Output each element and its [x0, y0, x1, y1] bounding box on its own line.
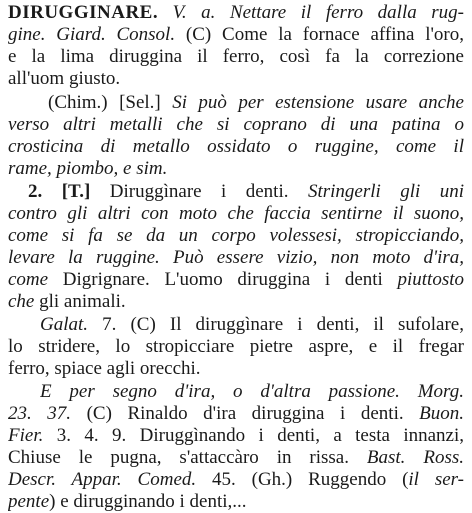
definition-text: contro gli altri con moto che faccia sentirne il suono,: [8, 203, 464, 224]
citation-source: 23. 37.: [8, 403, 72, 424]
citation-source: Galat.: [40, 314, 89, 335]
citation-text: 7. (C) Il diruggìnare i denti, il sufolare,: [88, 314, 464, 335]
entry-line-10: [8, 203, 464, 225]
definition-text: come: [8, 269, 63, 290]
citation-text: lo stridere, lo stropicciare pietre aspre, e il fregar: [8, 336, 464, 357]
definition-text: verso altri metalli che si coprano di una patina o: [8, 114, 464, 135]
entry-line-8: [8, 158, 464, 180]
citation-text: (C) Rinaldo d'ira diruggina i denti.: [71, 403, 420, 424]
entry-line-11: [8, 225, 464, 247]
entry-line-14: [8, 291, 464, 313]
entry-line-21: [8, 447, 464, 469]
citation-text: e la lima diruggina il ferro, così fa la correzione: [8, 46, 464, 67]
entry-line-4: [8, 68, 464, 90]
citation-text: ferro, spiace agli orecchi.: [8, 358, 201, 379]
entry-line-1: [8, 2, 464, 24]
entry-line-12: [8, 247, 464, 269]
citation-text: 45. (Gh.) Ruggendo (: [196, 469, 409, 490]
definition-text: pente: [8, 491, 50, 512]
phrase-text: Diruggìnare i denti.: [90, 181, 308, 202]
domain-label: (Chim.) [Sel.]: [48, 92, 173, 113]
entry-line-3: [8, 46, 464, 68]
definition-text: levare la ruggine. Può essere vizio, non moto d'ira,: [8, 247, 464, 268]
definition-text: Stringerli gli uni: [307, 181, 464, 202]
definition-text: rame, piombo, e sim.: [8, 158, 168, 179]
citation-text: (C) Come la fornace affina l'oro,: [175, 24, 464, 45]
entry-line-2: [8, 24, 464, 46]
headword: DIRUGGINARE.: [8, 2, 159, 23]
definition-text: , come il: [373, 136, 464, 157]
definition-text: che: [8, 291, 35, 312]
definition-text: V. a. Nettare il ferro dalla rug-: [172, 2, 464, 23]
citation-source: gine. Giard. Consol.: [8, 24, 176, 45]
entry-line-6: [8, 114, 464, 136]
entry-line-20: [8, 425, 464, 447]
definition-text: piuttosto: [397, 269, 464, 290]
definition-text: Si può per estensione usare anche: [172, 92, 464, 113]
phrase-text: Digrignare. L'uomo diruggina i denti: [62, 269, 398, 290]
citation-source: Fier.: [8, 425, 44, 446]
citation-text: all'uom giusto.: [8, 68, 121, 89]
entry-line-7: [8, 136, 464, 158]
entry-line-22: [8, 469, 464, 491]
definition-text: come si fa se da un corpo volessesi, stropicciando,: [8, 225, 464, 246]
citation-source: Bast. Ross.: [366, 447, 464, 468]
entry-line-19: [8, 403, 464, 425]
citation-text: 3. 4. 9. Diruggìnando i denti, a testa innanzi,: [43, 425, 464, 446]
definition-text: E per segno d'ira, o d'altra passione. Morg.: [40, 381, 464, 402]
citation-source: Descr. Appar. Comed.: [8, 469, 197, 490]
entry-line-13: [8, 269, 464, 291]
citation-text: Chiuse le pugna, s'attaccàro in rissa.: [8, 447, 367, 468]
definition-text: crosticina di metallo ossidato o ruggine: [8, 136, 374, 157]
entry-line-18: [40, 381, 464, 403]
entry-line-9: [28, 181, 464, 203]
definition-text: il ser-: [408, 469, 464, 490]
entry-line-16: [8, 336, 464, 358]
entry-line-23: [8, 491, 464, 513]
citation-source: Buon.: [419, 403, 464, 424]
entry-line-17: [8, 358, 464, 380]
phrase-text: gli animali.: [34, 291, 126, 312]
entry-line-15: [40, 314, 464, 336]
entry-line-5: [48, 92, 464, 114]
spacer: [158, 2, 173, 23]
citation-text: ) e dirugginando i denti,...: [49, 491, 247, 512]
sense-number: 2. [T.]: [28, 181, 91, 202]
